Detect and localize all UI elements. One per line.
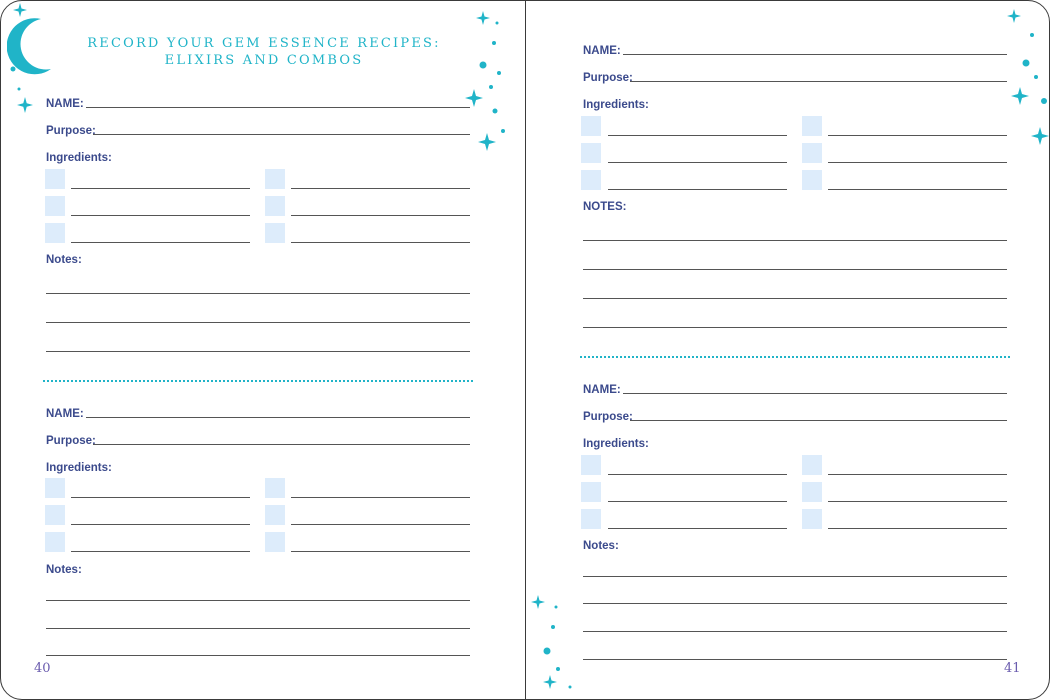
ingredient-field[interactable] xyxy=(71,188,250,189)
notes-line[interactable] xyxy=(46,293,470,294)
ingredients-label: Ingredients: xyxy=(46,462,112,474)
name-field[interactable] xyxy=(623,54,1007,55)
ingredient-field[interactable] xyxy=(828,189,1007,190)
sparkle-icon xyxy=(13,3,27,17)
ingredient-checkbox[interactable] xyxy=(265,505,285,525)
notes-line[interactable] xyxy=(46,322,470,323)
ingredient-checkbox[interactable] xyxy=(45,223,65,243)
ingredient-checkbox[interactable] xyxy=(265,169,285,189)
notes-line[interactable] xyxy=(583,603,1007,604)
notes-line[interactable] xyxy=(583,576,1007,577)
name-label: NAME: xyxy=(583,384,621,396)
ingredient-field[interactable] xyxy=(608,528,787,529)
ingredient-field[interactable] xyxy=(71,215,250,216)
name-label: NAME: xyxy=(46,98,84,110)
sparkle-cluster-decoration xyxy=(528,591,578,696)
ingredient-checkbox[interactable] xyxy=(581,143,601,163)
name-field[interactable] xyxy=(623,393,1007,394)
ingredient-field[interactable] xyxy=(608,474,787,475)
ingredient-checkbox[interactable] xyxy=(802,482,822,502)
ingredient-checkbox[interactable] xyxy=(45,505,65,525)
right-page xyxy=(525,0,1050,700)
notes-label: Notes: xyxy=(46,564,82,576)
page-number-right: 41 xyxy=(1004,661,1021,676)
ingredient-field[interactable] xyxy=(291,188,470,189)
purpose-label: Purpose: xyxy=(583,72,633,84)
ingredients-label: Ingredients: xyxy=(583,438,649,450)
ingredient-checkbox[interactable] xyxy=(581,170,601,190)
ingredient-field[interactable] xyxy=(291,497,470,498)
ingredient-field[interactable] xyxy=(71,551,250,552)
notes-label: Notes: xyxy=(583,540,619,552)
purpose-field[interactable] xyxy=(630,81,1007,82)
notes-line[interactable] xyxy=(583,240,1007,241)
ingredient-field[interactable] xyxy=(291,215,470,216)
title-line-2: ELIXIRS AND COMBOS xyxy=(164,53,364,68)
ingredient-checkbox[interactable] xyxy=(581,455,601,475)
notes-line[interactable] xyxy=(46,600,470,601)
page-title xyxy=(1,35,526,69)
ingredient-field[interactable] xyxy=(608,501,787,502)
ingredient-checkbox[interactable] xyxy=(581,482,601,502)
notes-line[interactable] xyxy=(583,631,1007,632)
sparkle-cluster-decoration xyxy=(461,7,521,157)
name-label: NAME: xyxy=(583,45,621,57)
ingredient-checkbox[interactable] xyxy=(802,509,822,529)
ingredient-field[interactable] xyxy=(828,501,1007,502)
ingredient-checkbox[interactable] xyxy=(265,223,285,243)
ingredient-checkbox[interactable] xyxy=(45,196,65,216)
ingredient-checkbox[interactable] xyxy=(581,509,601,529)
ingredients-label: Ingredients: xyxy=(46,152,112,164)
ingredient-checkbox[interactable] xyxy=(802,455,822,475)
notes-label: Notes: xyxy=(46,254,82,266)
notes-line[interactable] xyxy=(583,298,1007,299)
ingredient-field[interactable] xyxy=(828,135,1007,136)
sparkle-cluster-decoration xyxy=(996,5,1050,155)
ingredient-checkbox[interactable] xyxy=(265,478,285,498)
ingredient-field[interactable] xyxy=(291,242,470,243)
ingredient-checkbox[interactable] xyxy=(265,196,285,216)
ingredient-field[interactable] xyxy=(608,189,787,190)
purpose-label: Purpose: xyxy=(46,125,96,137)
purpose-field[interactable] xyxy=(93,134,470,135)
ingredient-field[interactable] xyxy=(608,162,787,163)
ingredient-field[interactable] xyxy=(71,524,250,525)
ingredient-checkbox[interactable] xyxy=(45,532,65,552)
ingredient-checkbox[interactable] xyxy=(802,116,822,136)
ingredient-field[interactable] xyxy=(291,551,470,552)
name-field[interactable] xyxy=(86,107,470,108)
notes-line[interactable] xyxy=(583,269,1007,270)
ingredient-checkbox[interactable] xyxy=(581,116,601,136)
ingredient-field[interactable] xyxy=(71,497,250,498)
section-divider xyxy=(580,356,1010,358)
ingredient-checkbox[interactable] xyxy=(45,169,65,189)
ingredient-field[interactable] xyxy=(291,524,470,525)
ingredient-checkbox[interactable] xyxy=(265,532,285,552)
notes-line[interactable] xyxy=(583,659,1007,660)
notes-line[interactable] xyxy=(583,327,1007,328)
ingredient-checkbox[interactable] xyxy=(802,170,822,190)
ingredient-checkbox[interactable] xyxy=(45,478,65,498)
notes-line[interactable] xyxy=(46,628,470,629)
purpose-label: Purpose: xyxy=(583,411,633,423)
ingredient-field[interactable] xyxy=(71,242,250,243)
section-divider xyxy=(43,380,473,382)
purpose-field[interactable] xyxy=(630,420,1007,421)
ingredient-field[interactable] xyxy=(608,135,787,136)
ingredient-field[interactable] xyxy=(828,474,1007,475)
notes-line[interactable] xyxy=(46,655,470,656)
page-number-left: 40 xyxy=(34,661,51,676)
notes-line[interactable] xyxy=(46,351,470,352)
title-line-1: RECORD YOUR GEM ESSENCE RECIPES: xyxy=(87,36,441,51)
name-field[interactable] xyxy=(86,417,470,418)
ingredient-field[interactable] xyxy=(828,162,1007,163)
ingredient-field[interactable] xyxy=(828,528,1007,529)
purpose-label: Purpose: xyxy=(46,435,96,447)
ingredients-label: Ingredients: xyxy=(583,99,649,111)
purpose-field[interactable] xyxy=(93,444,470,445)
name-label: NAME: xyxy=(46,408,84,420)
ingredient-checkbox[interactable] xyxy=(802,143,822,163)
notes-label: NOTES: xyxy=(583,201,627,213)
